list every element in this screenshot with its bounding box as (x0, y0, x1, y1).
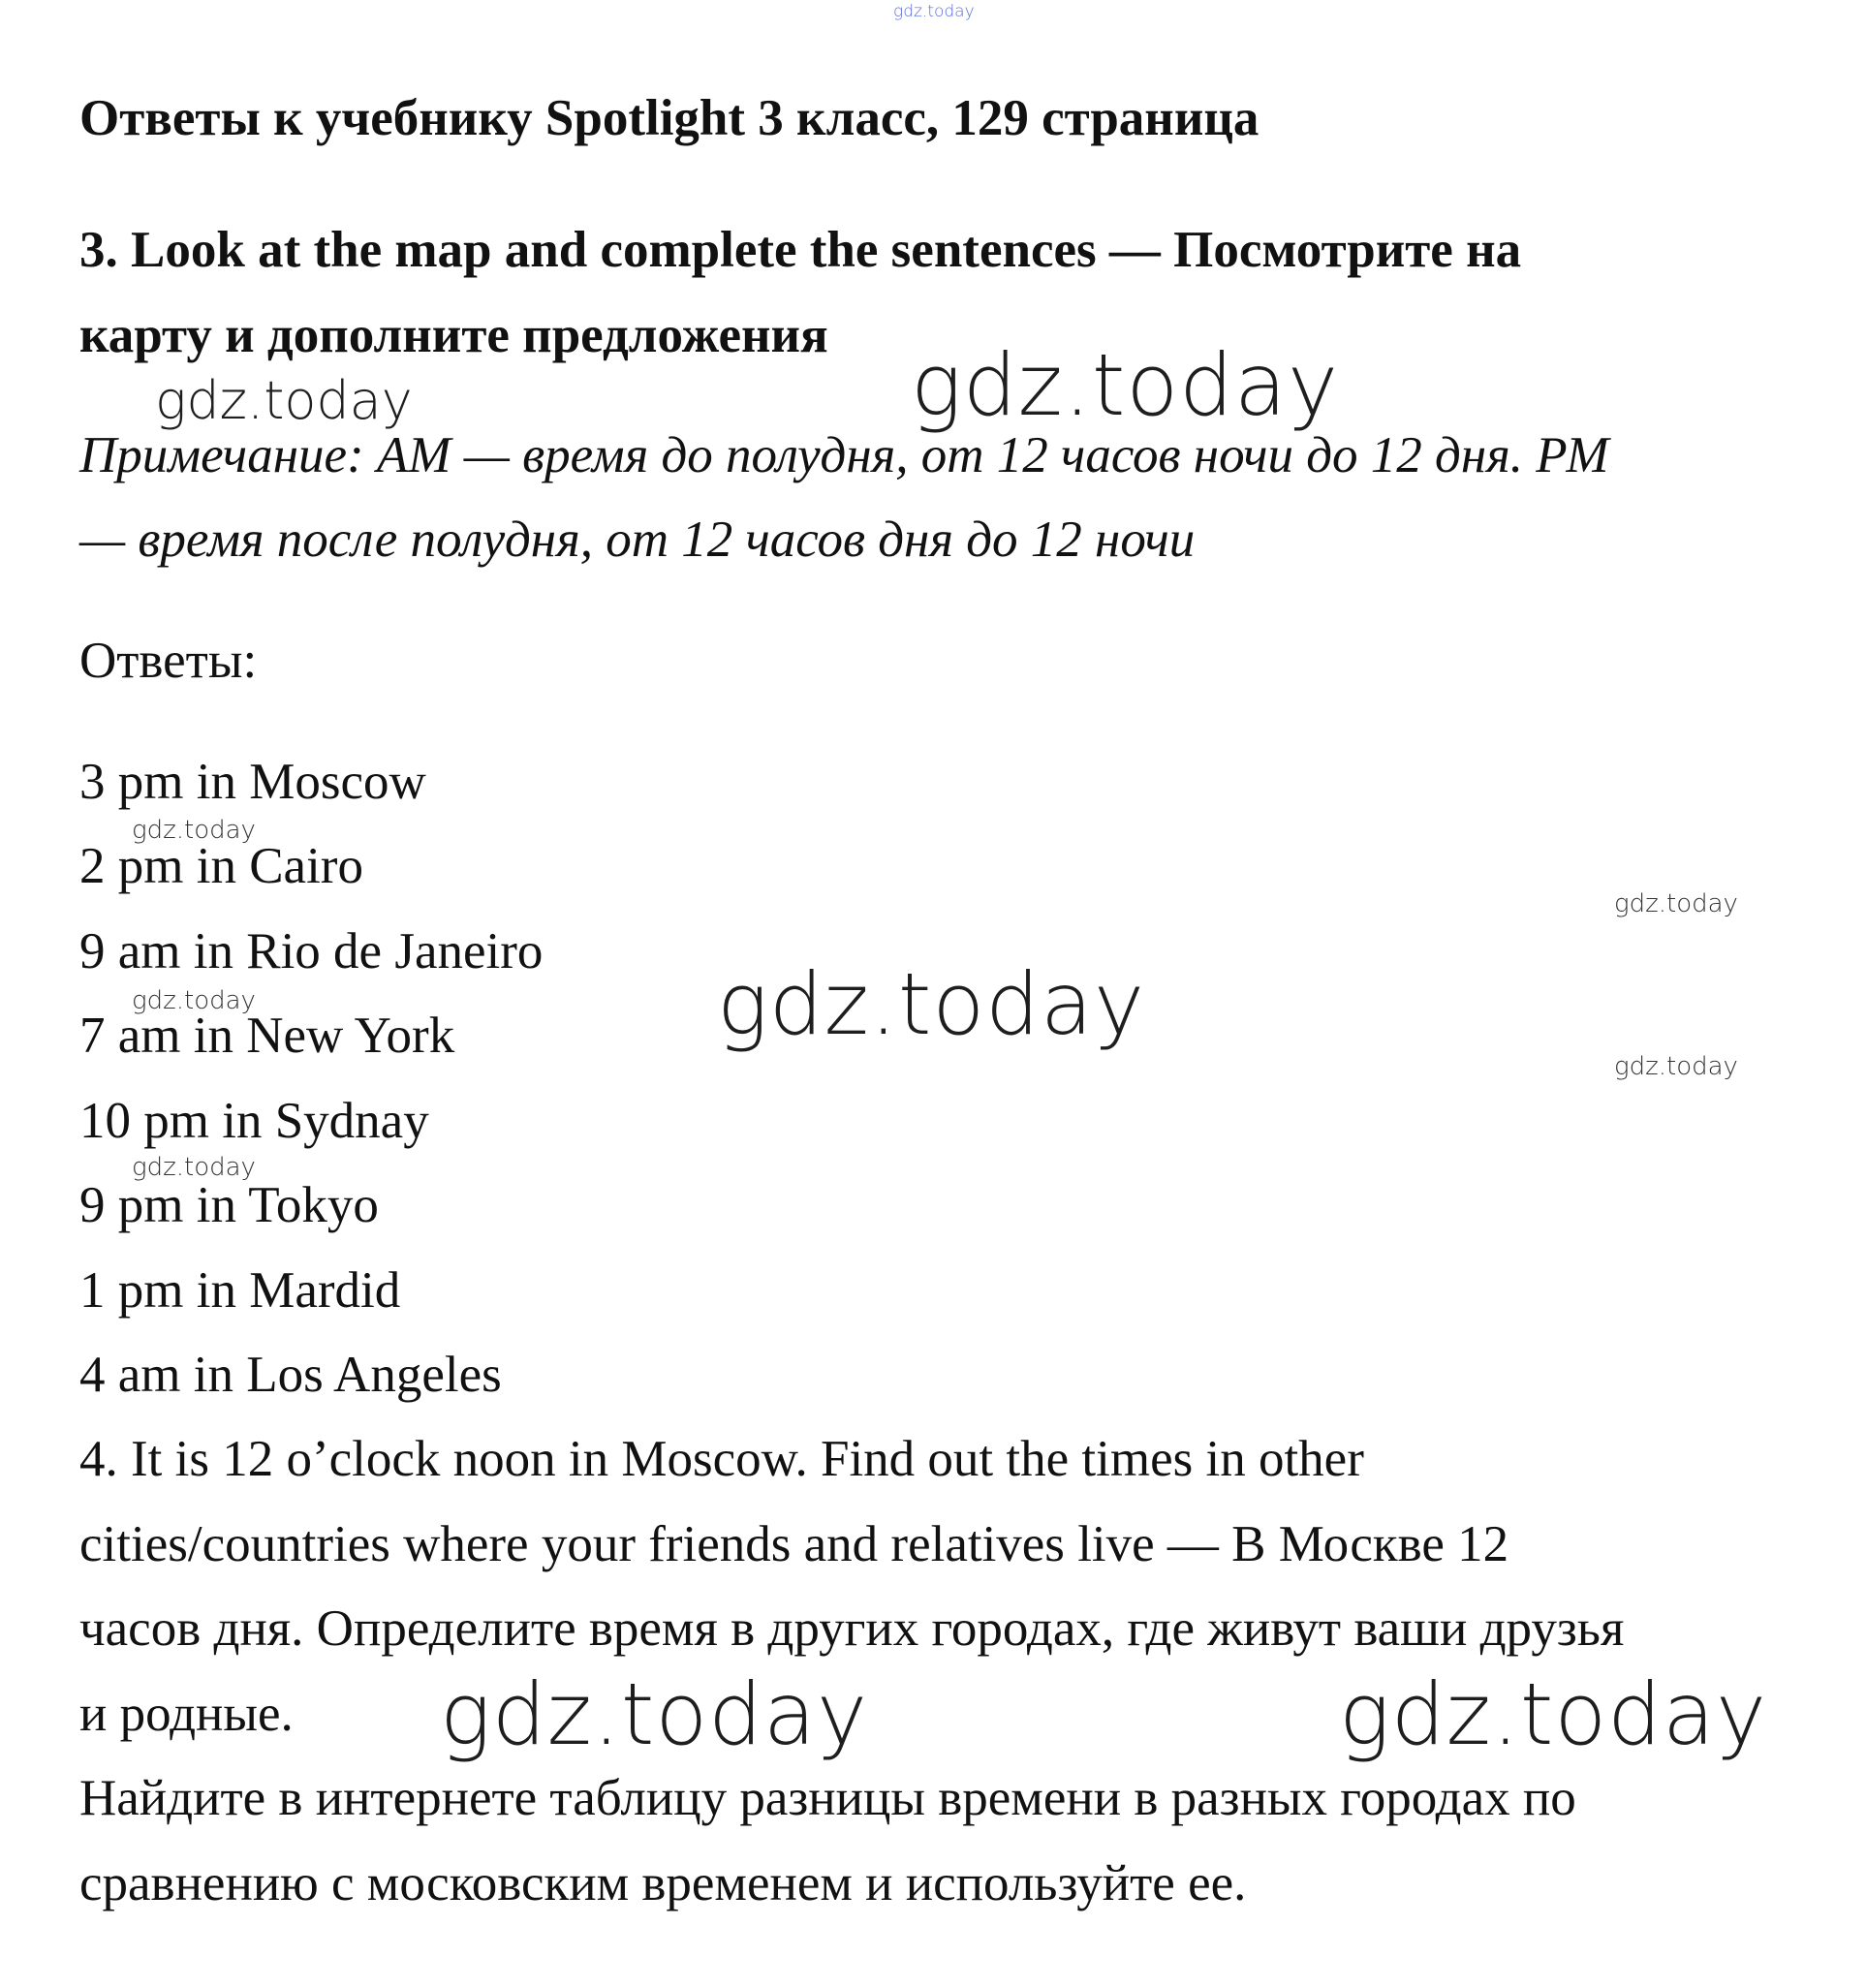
answer-item: 10 pm in Sydnay (79, 1093, 429, 1149)
note-line1: Примечание: АМ — время до полудня, от 12 часов ночи до 12 дня. РМ (79, 427, 1609, 483)
answer-item: 9 am in Rio de Janeiro (79, 923, 544, 979)
watermark: gdz.today (1614, 889, 1738, 918)
task3-heading-line2: карту и дополните предложения (79, 307, 828, 363)
watermark: gdz.today (1614, 1052, 1738, 1081)
task4-line1: 4. It is 12 o’clock noon in Moscow. Find out the times in other (79, 1431, 1364, 1487)
watermark: gdz.today (132, 816, 256, 845)
task4-line4: и родные. (79, 1686, 294, 1742)
watermark: gdz.today (155, 370, 413, 431)
note-line2: — время после полудня, от 12 часов дня до 12 ночи (79, 512, 1196, 568)
watermark: gdz.today (132, 986, 256, 1015)
answer-item: 3 pm in Moscow (79, 754, 426, 810)
answer-item: 9 pm in Tokyo (79, 1177, 379, 1233)
watermark-top: gdz.today (893, 2, 975, 21)
watermark: gdz.today (717, 954, 1146, 1054)
hint-line2: сравнению с московским временем и используйте ее. (79, 1855, 1247, 1911)
watermark: gdz.today (132, 1153, 256, 1182)
hint-line1: Найдите в интернете таблицу разницы времени в разных городах по (79, 1770, 1576, 1826)
task3-heading-line1: 3. Look at the map and complete the sentences — Посмотрите на (79, 222, 1522, 278)
page-title: Ответы к учебнику Spotlight 3 класс, 129 страница (79, 90, 1260, 146)
answer-item: 2 pm in Cairo (79, 838, 363, 894)
answer-item: 4 am in Los Angeles (79, 1347, 502, 1403)
task4-line2: cities/countries where your friends and relatives live — В Москве 12 (79, 1516, 1509, 1572)
watermark: gdz.today (440, 1664, 869, 1764)
watermark: gdz.today (911, 335, 1340, 435)
task4-line3: часов дня. Определите время в других городах, где живут ваши друзья (79, 1600, 1625, 1657)
answer-item: 7 am in New York (79, 1008, 455, 1064)
answer-item: 1 pm in Mardid (79, 1262, 401, 1319)
answers-label: Ответы: (79, 633, 258, 689)
watermark: gdz.today (1339, 1664, 1768, 1764)
